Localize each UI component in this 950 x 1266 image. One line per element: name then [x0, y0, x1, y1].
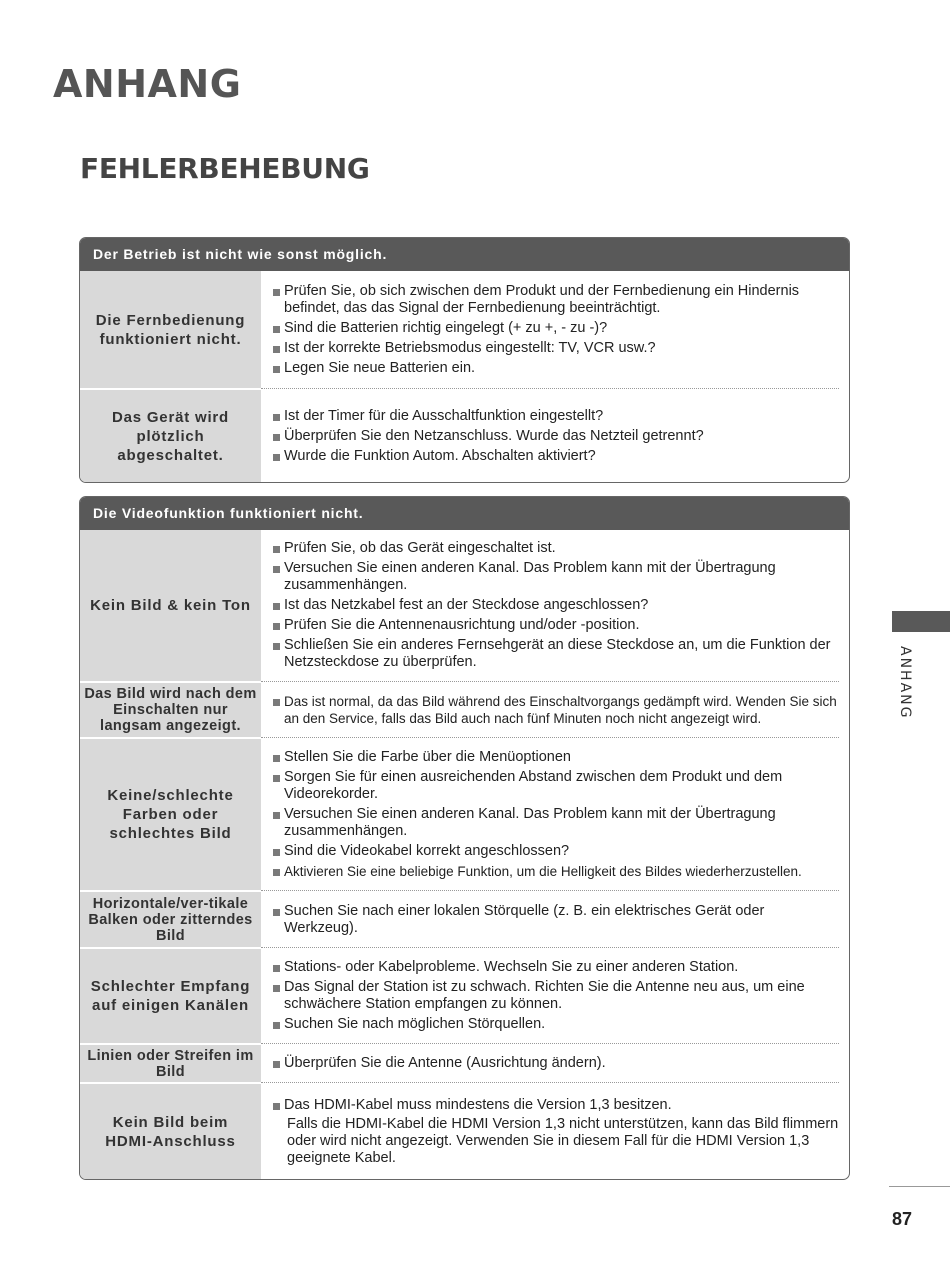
- solution-list: [261, 949, 849, 1043]
- solution-item: Sorgen Sie für einen ausreichenden Abstand zwischen dem Produkt und dem Videorekorder.: [273, 769, 839, 803]
- side-tab-marker: [892, 611, 950, 632]
- solution-item: Sind die Batterien richtig eingelegt (+ zu +, - zu -)?: [273, 320, 839, 337]
- problem-label: Das Bild wird nach dem Einschalten nur langsam angezeigt.: [80, 683, 261, 737]
- solution-item: Suchen Sie nach möglichen Störquellen.: [273, 1016, 839, 1033]
- solution-item: Versuchen Sie einen anderen Kanal. Das Problem kann mit der Übertragung zusammenhängen.: [273, 806, 839, 840]
- problem-label: Kein Bild & kein Ton: [80, 530, 261, 681]
- problem-label: Die Fernbedienung funktioniert nicht.: [80, 271, 261, 388]
- section-title: FEHLERBEHEBUNG: [80, 152, 370, 185]
- solution-item: Aktivieren Sie eine beliebige Funktion, um die Helligkeit des Bildes wiederherzustellen.: [273, 863, 839, 880]
- solution-list: [261, 1045, 849, 1082]
- solution-item: Das ist normal, da das Bild während des Einschaltvorgangs gedämpft wird. Wenden Sie sich an den Service, falls das Bild auch nach fünf Minuten noch nicht angezeigt wird.: [273, 693, 839, 727]
- solution-item: Prüfen Sie, ob das Gerät eingeschaltet ist.: [273, 540, 839, 557]
- problem-label: Schlechter Empfang auf einigen Kanälen: [80, 949, 261, 1043]
- solution-item: Versuchen Sie einen anderen Kanal. Das Problem kann mit der Übertragung zusammenhängen.: [273, 560, 839, 594]
- solution-item: Prüfen Sie, ob sich zwischen dem Produkt und der Fernbedienung ein Hindernis befindet, das das Signal der Fernbedienung beeinträchtigt.: [273, 283, 839, 317]
- table-row: [80, 947, 849, 1043]
- problem-label: Das Gerät wird plötzlich abgeschaltet.: [80, 390, 261, 482]
- problem-label: Linien oder Streifen im Bild: [80, 1045, 261, 1082]
- solution-item: Prüfen Sie die Antennenausrichtung und/oder -position.: [273, 617, 839, 634]
- solution-item: Ist der korrekte Betriebsmodus eingestellt: TV, VCR usw.?: [273, 340, 839, 357]
- table-row: [80, 890, 849, 947]
- solution-list: [261, 1084, 849, 1179]
- table-row: [80, 530, 849, 681]
- panel-header: Der Betrieb ist nicht wie sonst möglich.: [80, 238, 849, 271]
- panel-header: Die Videofunktion funktioniert nicht.: [80, 497, 849, 530]
- problem-label: Kein Bild beim HDMI-Anschluss: [80, 1084, 261, 1179]
- table-row: [80, 1043, 849, 1082]
- troubleshooting-panel-operation: [79, 237, 850, 483]
- solution-item: Überprüfen Sie die Antenne (Ausrichtung ändern).: [273, 1055, 839, 1072]
- side-tab-label: ANHANG: [897, 646, 913, 720]
- page-number: 87: [892, 1209, 913, 1229]
- troubleshooting-panel-video: [79, 496, 850, 1180]
- solution-list: [261, 271, 849, 388]
- problem-label: Horizontale/ver-tikale Balken oder zitterndes Bild: [80, 892, 261, 947]
- solution-list: [261, 739, 849, 890]
- solution-item: Ist das Netzkabel fest an der Steckdose angeschlossen?: [273, 597, 839, 614]
- table-row: [80, 388, 849, 482]
- solution-list: [261, 530, 849, 681]
- solution-item: Suchen Sie nach einer lokalen Störquelle (z. B. ein elektrisches Gerät oder Werkzeug).: [273, 903, 839, 937]
- solution-list: [261, 683, 849, 737]
- solution-item: Legen Sie neue Batterien ein.: [273, 360, 839, 377]
- chapter-title: ANHANG: [53, 62, 242, 106]
- solution-item: Überprüfen Sie den Netzanschluss. Wurde das Netzteil getrennt?: [273, 428, 839, 445]
- solution-list: [261, 390, 849, 482]
- problem-label: Keine/schlechte Farben oder schlechtes Bild: [80, 739, 261, 890]
- table-row: [80, 1082, 849, 1179]
- solution-list: [261, 892, 849, 947]
- solution-item: Sind die Videokabel korrekt angeschlossen?: [273, 843, 839, 860]
- footer-divider: [889, 1186, 950, 1187]
- solution-item: Das HDMI-Kabel muss mindestens die Version 1,3 besitzen.: [273, 1097, 839, 1114]
- table-row: [80, 737, 849, 890]
- solution-item: Wurde die Funktion Autom. Abschalten aktiviert?: [273, 448, 839, 465]
- solution-item: Stations- oder Kabelprobleme. Wechseln Sie zu einer anderen Station.: [273, 959, 839, 976]
- solution-item: Schließen Sie ein anderes Fernsehgerät an diese Steckdose an, um die Funktion der Netzsteckdose zu überprüfen.: [273, 637, 839, 671]
- table-row: [80, 271, 849, 388]
- table-row: [80, 681, 849, 737]
- solution-item: Stellen Sie die Farbe über die Menüoptionen: [273, 749, 839, 766]
- solution-item: Ist der Timer für die Ausschaltfunktion eingestellt?: [273, 408, 839, 425]
- solution-continuation: Falls die HDMI-Kabel die HDMI Version 1,3 nicht unterstützen, kann das Bild flimmern oder wird nicht angezeigt. Verwenden Sie in diesem Fall für die HDMI Version 1,3 geeignete Kabel.: [287, 1116, 839, 1166]
- solution-item: Das Signal der Station ist zu schwach. Richten Sie die Antenne neu aus, um eine schwächere Station empfangen zu können.: [273, 979, 839, 1013]
